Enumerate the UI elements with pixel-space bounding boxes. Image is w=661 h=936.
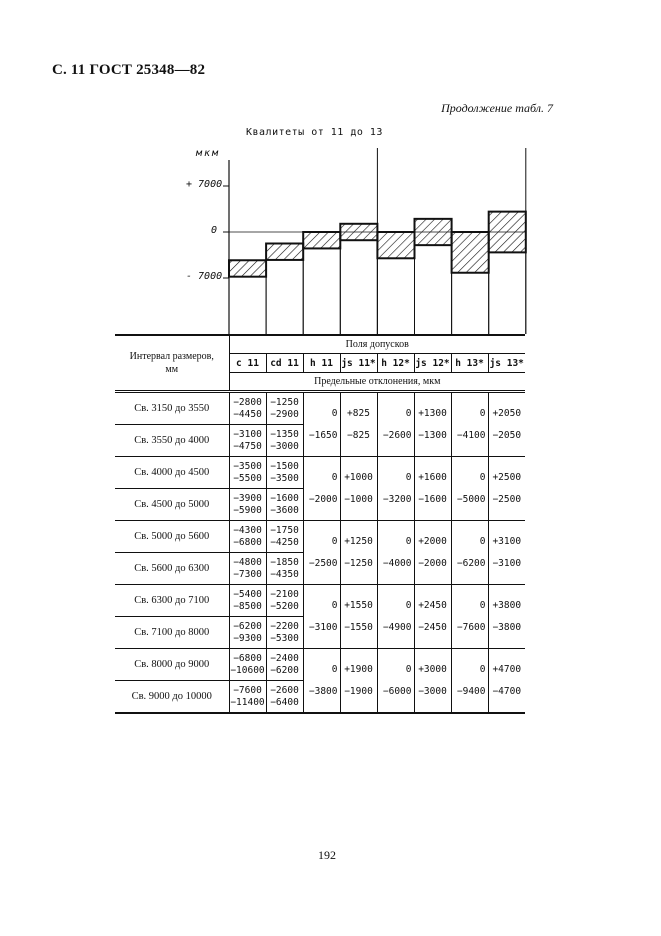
- upper-deviation: −2100: [270, 588, 299, 600]
- lower-deviation: −3800: [492, 621, 522, 633]
- deviation-pair-h11: [303, 585, 340, 649]
- lower-deviation: −3200: [382, 493, 412, 505]
- table-row: [115, 649, 525, 681]
- deviation-pair-c11: [229, 521, 266, 553]
- upper-deviation: −2200: [270, 620, 299, 632]
- lower-deviation: −6200: [270, 664, 299, 676]
- deviation-pair-cd11: [266, 489, 303, 521]
- deviation-pair-h12: [377, 649, 414, 714]
- lower-deviation: −3000: [270, 440, 299, 452]
- lower-deviation: −9400: [456, 685, 486, 697]
- deviation-pair-cd11: [266, 553, 303, 585]
- upper-deviation: 0: [479, 663, 486, 675]
- row-interval-label: Св. 9000 до 10000: [115, 681, 229, 714]
- upper-deviation: +3100: [492, 535, 522, 547]
- lower-deviation: −3000: [418, 685, 447, 697]
- row-interval-label: Св. 5000 до 5600: [115, 521, 229, 553]
- lower-deviation: −11400: [230, 696, 265, 708]
- deviation-pair-c11: [229, 553, 266, 585]
- upper-deviation: −1250: [270, 396, 299, 408]
- tolerance-chart: [0, 0, 661, 340]
- deviation-pair-h12: [377, 457, 414, 521]
- upper-deviation: 0: [479, 471, 486, 483]
- deviation-pair-js13: [488, 649, 525, 714]
- column-header: js 11*: [340, 354, 377, 373]
- upper-deviation: −1750: [270, 524, 299, 536]
- upper-deviation: 0: [405, 471, 412, 483]
- page-header-title: С. 11 ГОСТ 25348—82: [52, 62, 206, 78]
- table-row: [115, 457, 525, 489]
- upper-deviation: 0: [331, 663, 338, 675]
- lower-deviation: −8500: [233, 600, 262, 612]
- lower-deviation: −3500: [270, 472, 299, 484]
- deviation-pair-c11: [229, 585, 266, 617]
- deviation-pair-cd11: [266, 617, 303, 649]
- sub-header: Предельные отклонения, мкм: [229, 373, 525, 392]
- upper-deviation: 0: [331, 599, 338, 611]
- lower-deviation: −4000: [382, 557, 412, 569]
- deviation-pair-js13: [488, 521, 525, 585]
- lower-deviation: −2450: [418, 621, 447, 633]
- y-tick-plus: + 7000: [186, 179, 223, 190]
- upper-deviation: +1900: [344, 663, 373, 675]
- deviation-pair-c11: [229, 681, 266, 714]
- lower-deviation: −4250: [270, 536, 299, 548]
- upper-deviation: 0: [405, 535, 412, 547]
- deviation-pair-c11: [229, 649, 266, 681]
- lower-deviation: −3800: [308, 685, 338, 697]
- lower-deviation: −2600: [382, 429, 412, 441]
- y-tick-zero: 0: [211, 225, 218, 236]
- lower-deviation: −7300: [233, 568, 262, 580]
- upper-deviation: +2050: [492, 407, 522, 419]
- lower-deviation: −2000: [418, 557, 447, 569]
- deviation-pair-cd11: [266, 521, 303, 553]
- deviation-pair-js12: [414, 649, 451, 714]
- deviation-pair-js11: [340, 585, 377, 649]
- row-interval-label: Св. 7100 до 8000: [115, 617, 229, 649]
- lower-deviation: −6400: [270, 696, 299, 708]
- deviation-pair-cd11: [266, 392, 303, 425]
- deviation-pair-js12: [414, 521, 451, 585]
- upper-deviation: 0: [479, 535, 486, 547]
- y-tick-minus: - 7000: [186, 271, 223, 282]
- upper-deviation: −3900: [233, 492, 262, 504]
- deviation-pair-js12: [414, 585, 451, 649]
- deviation-pair-js11: [340, 649, 377, 714]
- upper-deviation: −1500: [270, 460, 299, 472]
- column-header: c 11: [229, 354, 266, 373]
- lower-deviation: −4350: [270, 568, 299, 580]
- deviation-pair-c11: [229, 489, 266, 521]
- tolerance-bar-h13: [452, 232, 489, 273]
- deviation-table-grid: [115, 334, 525, 714]
- lower-deviation: −3100: [492, 557, 522, 569]
- deviation-pair-h12: [377, 521, 414, 585]
- deviation-pair-js11: [340, 392, 377, 457]
- deviation-pair-h13: [451, 392, 488, 457]
- upper-deviation: −7600: [233, 684, 262, 696]
- table-continuation-label: Продолжение табл. 7: [441, 101, 553, 115]
- row-interval-label: Св. 3550 до 4000: [115, 425, 229, 457]
- deviation-pair-cd11: [266, 681, 303, 714]
- lower-deviation: −7600: [456, 621, 486, 633]
- upper-deviation: 0: [405, 599, 412, 611]
- lower-deviation: −4750: [233, 440, 262, 452]
- table-row: [115, 521, 525, 553]
- lower-deviation: −5200: [270, 600, 299, 612]
- lower-deviation: −2500: [492, 493, 522, 505]
- lower-deviation: −1250: [344, 557, 373, 569]
- deviation-pair-js12: [414, 392, 451, 457]
- column-header: js 12*: [414, 354, 451, 373]
- tolerance-bar-js13: [489, 212, 526, 253]
- lower-deviation: −1650: [308, 429, 338, 441]
- tolerance-bar-c11: [229, 260, 266, 276]
- table-header-row: [115, 335, 525, 354]
- upper-deviation: −1850: [270, 556, 299, 568]
- column-header: h 12*: [377, 354, 414, 373]
- lower-deviation: −1000: [344, 493, 373, 505]
- upper-deviation: −3500: [233, 460, 262, 472]
- upper-deviation: 0: [405, 663, 412, 675]
- upper-deviation: 0: [405, 407, 412, 419]
- lower-deviation: −2500: [308, 557, 338, 569]
- tolerance-bar-js12: [415, 219, 452, 245]
- lower-deviation: −1600: [418, 493, 447, 505]
- table-row: [115, 585, 525, 617]
- lower-deviation: −4900: [382, 621, 412, 633]
- column-header: h 13*: [451, 354, 488, 373]
- deviation-pair-js13: [488, 457, 525, 521]
- row-interval-label: Св. 8000 до 9000: [115, 649, 229, 681]
- deviation-pair-cd11: [266, 457, 303, 489]
- stub-header: Интервал размеров, мм: [115, 335, 229, 392]
- lower-deviation: −9300: [233, 632, 262, 644]
- lower-deviation: −5900: [233, 504, 262, 516]
- upper-deviation: 0: [479, 599, 486, 611]
- upper-deviation: −1350: [270, 428, 299, 440]
- upper-deviation: +1600: [418, 471, 447, 483]
- upper-deviation: +3000: [418, 663, 447, 675]
- upper-deviation: −2400: [270, 652, 299, 664]
- deviation-pair-h13: [451, 649, 488, 714]
- lower-deviation: −4100: [456, 429, 486, 441]
- lower-deviation: −1550: [344, 621, 373, 633]
- row-interval-label: Св. 4000 до 4500: [115, 457, 229, 489]
- row-interval-label: Св. 6300 до 7100: [115, 585, 229, 617]
- deviation-pair-h13: [451, 457, 488, 521]
- upper-deviation: −4800: [233, 556, 262, 568]
- upper-deviation: −5400: [233, 588, 262, 600]
- lower-deviation: −5300: [270, 632, 299, 644]
- upper-deviation: 0: [331, 535, 338, 547]
- deviation-pair-cd11: [266, 649, 303, 681]
- deviation-pair-h11: [303, 392, 340, 457]
- lower-deviation: −10600: [230, 664, 265, 676]
- upper-deviation: −2800: [233, 396, 262, 408]
- lower-deviation: −3100: [308, 621, 338, 633]
- deviation-pair-c11: [229, 617, 266, 649]
- upper-deviation: +2500: [492, 471, 522, 483]
- upper-deviation: +3800: [492, 599, 522, 611]
- deviation-pair-h11: [303, 457, 340, 521]
- upper-deviation: +1250: [344, 535, 373, 547]
- deviation-pair-js11: [340, 521, 377, 585]
- lower-deviation: −825: [347, 429, 370, 441]
- lower-deviation: −2900: [270, 408, 299, 420]
- lower-deviation: −5500: [233, 472, 262, 484]
- lower-deviation: −2000: [308, 493, 338, 505]
- tolerance-bar-h12: [377, 232, 414, 258]
- upper-deviation: −6200: [233, 620, 262, 632]
- upper-deviation: 0: [331, 471, 338, 483]
- upper-deviation: −4300: [233, 524, 262, 536]
- deviation-pair-h13: [451, 585, 488, 649]
- deviation-pair-cd11: [266, 425, 303, 457]
- lower-deviation: −6000: [382, 685, 412, 697]
- upper-deviation: −6800: [233, 652, 262, 664]
- lower-deviation: −3600: [270, 504, 299, 516]
- deviation-pair-c11: [229, 457, 266, 489]
- lower-deviation: −4700: [492, 685, 522, 697]
- upper-deviation: +2000: [418, 535, 447, 547]
- column-header: cd 11: [266, 354, 303, 373]
- deviation-pair-h12: [377, 585, 414, 649]
- tolerance-bar-cd11: [266, 244, 303, 260]
- deviation-pair-h13: [451, 521, 488, 585]
- row-interval-label: Св. 3150 до 3550: [115, 392, 229, 425]
- upper-deviation: +1000: [344, 471, 373, 483]
- tolerance-bar-js11: [340, 224, 377, 240]
- lower-deviation: −6800: [233, 536, 262, 548]
- deviation-pair-c11: [229, 392, 266, 425]
- deviation-pair-js13: [488, 392, 525, 457]
- upper-deviation: −3100: [233, 428, 262, 440]
- chart-caption: Квалитеты от 11 до 13: [246, 127, 383, 138]
- deviation-pair-js13: [488, 585, 525, 649]
- deviation-pair-h11: [303, 521, 340, 585]
- deviation-pair-h12: [377, 392, 414, 457]
- lower-deviation: −2050: [492, 429, 522, 441]
- column-header: h 11: [303, 354, 340, 373]
- upper-deviation: +2450: [418, 599, 447, 611]
- deviation-pair-js11: [340, 457, 377, 521]
- deviation-pair-cd11: [266, 585, 303, 617]
- lower-deviation: −1300: [418, 429, 447, 441]
- upper-deviation: 0: [479, 407, 486, 419]
- table-row: [115, 392, 525, 425]
- lower-deviation: −1900: [344, 685, 373, 697]
- lower-deviation: −4450: [233, 408, 262, 420]
- row-interval-label: Св. 4500 до 5000: [115, 489, 229, 521]
- deviation-pair-js12: [414, 457, 451, 521]
- lower-deviation: −5000: [456, 493, 486, 505]
- group-header: Поля допусков: [229, 335, 525, 354]
- row-interval-label: Св. 5600 до 6300: [115, 553, 229, 585]
- chart-unit-label: мкм: [196, 148, 221, 159]
- page-number: 192: [318, 848, 336, 862]
- deviation-pair-h11: [303, 649, 340, 714]
- lower-deviation: −6200: [456, 557, 486, 569]
- upper-deviation: +1550: [344, 599, 373, 611]
- upper-deviation: 0: [331, 407, 338, 419]
- deviation-pair-c11: [229, 425, 266, 457]
- upper-deviation: +825: [347, 407, 370, 419]
- tolerance-bar-h11: [303, 232, 340, 248]
- upper-deviation: −2600: [270, 684, 299, 696]
- upper-deviation: +4700: [492, 663, 522, 675]
- upper-deviation: −1600: [270, 492, 299, 504]
- upper-deviation: +1300: [418, 407, 447, 419]
- column-header: js 13*: [488, 354, 525, 373]
